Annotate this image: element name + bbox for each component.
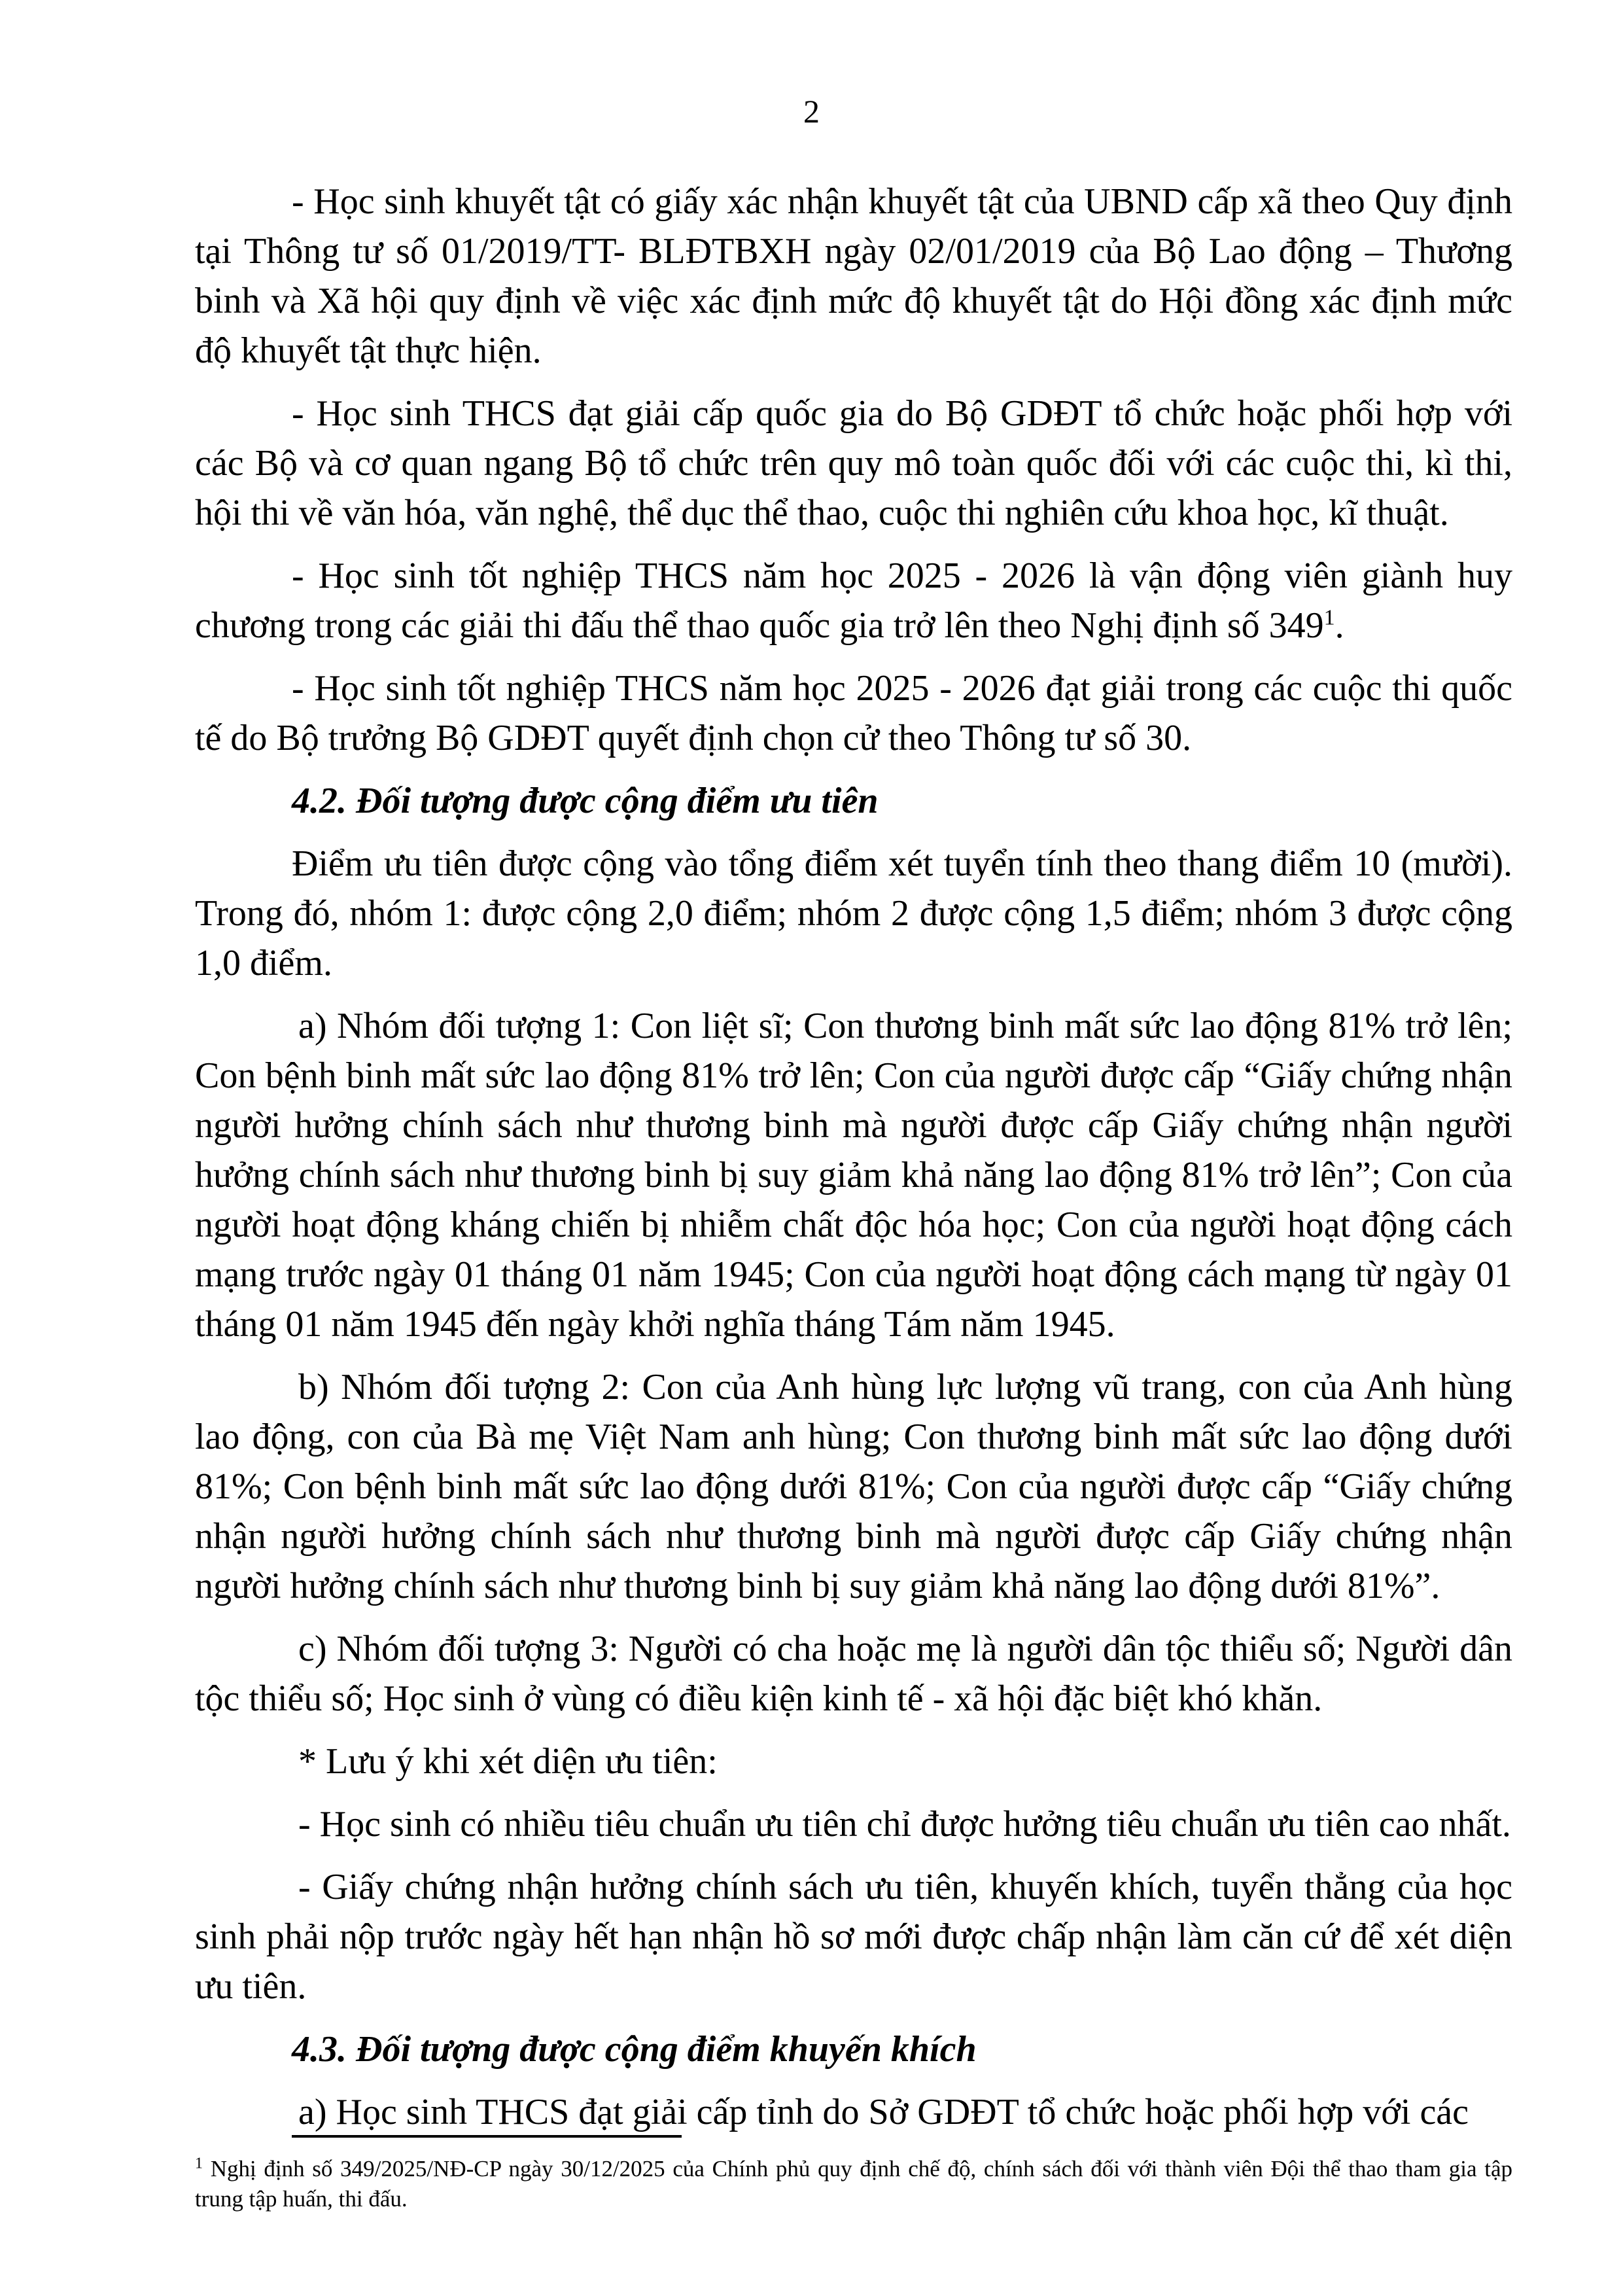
footnote [195,2154,1512,2214]
footnote-separator [292,2135,682,2138]
document-body [195,177,1512,2150]
paragraph-athlete-text: - Học sinh tốt nghiệp THCS năm học 2025 - 2026 là vận động viên giành huy chương trong các giải thi đấu thể thao quốc gia trở lên theo Nghị định số 349 [195,556,1512,646]
paragraph-group-2: b) Nhóm đối tượng 2: Con của Anh hùng lực lượng vũ trang, con của Anh hùng lao động, con của Bà mẹ Việt Nam anh hùng; Con thương binh mất sức lao động dưới 81%; Con bệnh binh mất sức lao động dưới 81%; Con của người được cấp “Giấy chứng nhận người hưởng chính sách như thương binh mà người được cấp Giấy chứng nhận người hưởng chính sách như thương binh bị suy giảm khả năng lao động dưới 81%”. [195,1367,1512,1606]
footnote-text: Nghị định số 349/2025/NĐ-CP ngày 30/12/2025 của Chính phủ quy định chế độ, chính sách đối với thành viên Đội thể thao tham gia tập trung tập huấn, thi đấu. [195,2156,1512,2212]
paragraph-athlete-students [195,551,1512,650]
paragraph-athlete-end: . [1335,605,1344,646]
paragraph-disabled-students: - Học sinh khuyết tật có giấy xác nhận khuyết tật của UBND cấp xã theo Quy định tại Thông tư số 01/2019/TT- BLĐTBXH ngày 02/01/2019 của Bộ Lao động – Thương binh và Xã hội quy định về việc xác định mức độ khuyết tật do Hội đồng xác định mức độ khuyết tật thực hiện. [195,181,1512,371]
paragraph-priority-points: Điểm ưu tiên được cộng vào tổng điểm xét tuyển tính theo thang điểm 10 (mười). Trong đó, nhóm 1: được cộng 2,0 điểm; nhóm 2 được cộng 1,5 điểm; nhóm 3 được cộng 1,0 điểm. [195,843,1512,983]
paragraph-priority-note: * Lưu ý khi xét diện ưu tiên: [298,1741,718,1782]
footnote-marker: 1 [195,2155,203,2172]
paragraph-international-award-students: - Học sinh tốt nghiệp THCS năm học 2025 - 2026 đạt giải trong các cuộc thi quốc tế do Bộ trưởng Bộ GDĐT quyết định chọn cử theo Thông tư số 30. [195,668,1512,758]
paragraph-provincial-award: a) Học sinh THCS đạt giải cấp tỉnh do Sở GDĐT tổ chức hoặc phối hợp với các [298,2092,1469,2132]
paragraph-national-award-students: - Học sinh THCS đạt giải cấp quốc gia do Bộ GDĐT tổ chức hoặc phối hợp với các Bộ và cơ quan ngang Bộ tổ chức trên quy mô toàn quốc đối với các cuộc thi, kì thi, hội thi về văn hóa, văn nghệ, thể dục thể thao, cuộc thi nghiên cứu khoa học, kĩ thuật. [195,393,1512,533]
paragraph-priority-note-1: - Học sinh có nhiều tiêu chuẩn ưu tiên chỉ được hưởng tiêu chuẩn ưu tiên cao nhất. [298,1804,1511,1845]
section-heading-4-2: 4.2. Đối tượng được cộng điểm ưu tiên [292,781,879,821]
footnote-reference[interactable]: 1 [1323,605,1335,630]
paragraph-priority-note-2: - Giấy chứng nhận hưởng chính sách ưu tiên, khuyến khích, tuyển thẳng của học sinh phải nộp trước ngày hết hạn nhận hồ sơ mới được chấp nhận làm căn cứ để xét diện ưu tiên. [195,1867,1512,2007]
paragraph-group-3: c) Nhóm đối tượng 3: Người có cha hoặc mẹ là người dân tộc thiểu số; Người dân tộc thiểu số; Học sinh ở vùng có điều kiện kinh tế - xã hội đặc biệt khó khăn. [195,1629,1512,1719]
section-heading-4-3: 4.3. Đối tượng được cộng điểm khuyến khích [292,2029,977,2070]
paragraph-group-1: a) Nhóm đối tượng 1: Con liệt sĩ; Con thương binh mất sức lao động 81% trở lên; Con bệnh binh mất sức lao động 81% trở lên; Con của người được cấp “Giấy chứng nhận người hưởng chính sách như thương binh mà người được cấp Giấy chứng nhận người hưởng chính sách như thương binh bị suy giảm khả năng lao động 81% trở lên”; Con của người hoạt động kháng chiến bị nhiễm chất độc hóa học; Con của người hoạt động cách mạng trước ngày 01 tháng 01 năm 1945; Con của người hoạt động cách mạng từ ngày 01 tháng 01 năm 1945 đến ngày khởi nghĩa tháng Tám năm 1945. [195,1006,1512,1345]
page-number: 2 [803,93,820,130]
